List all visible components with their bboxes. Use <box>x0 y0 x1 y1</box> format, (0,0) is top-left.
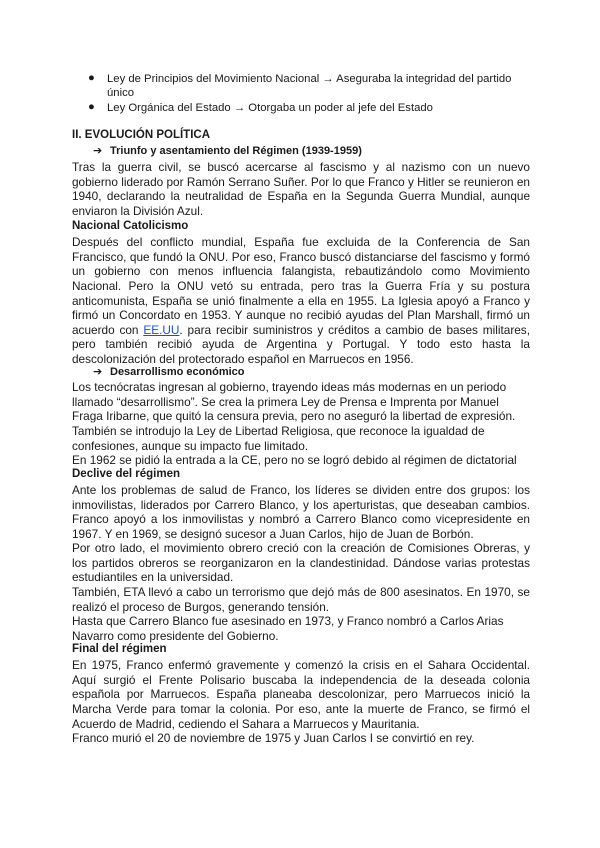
paragraph-nacional-catolicismo <box>72 235 530 367</box>
paragraph-eta: También, ETA llevó a cabo un terrorismo que dejó más de 800 asesinatos. En 1970, se realizó el proceso de Burgos, generando tensión. <box>72 585 530 614</box>
paragraph-declive: Ante los problemas de salud de Franco, los líderes se dividen entre dos grupos: los inmovilistas, liderados por Carrero Blanco, y los aperturistas, que deseaban cambios. Franco apoyó a los inmovilistas y nombró a Carrero Blanco como vicepresidente en 1967. Y en 1969, se designó sucesor a Juan Carlos, hijo de Juan de Borbón. <box>72 483 530 541</box>
p2-text-after: . para recibir suministros y créditos a cambio de bases militares, pero también recibió ayuda de Argentina y Portugal. Y todo esto hasta la descolonización del protectorado español en Marruecos en 1956. <box>72 322 530 366</box>
subsection-desarrollismo-title: Desarrollismo económico <box>110 366 245 378</box>
bullet-dot-2: ● <box>88 101 95 113</box>
p2-text-before: Después del conflicto mundial, España fue excluida de la Conferencia de San Francisco, que fundó la ONU. Por eso, Franco buscó distanciarse del fascismo y formó un gobierno con menos influencia falangista, rebautizándolo como Movimiento Nacional. Pero la ONU vetó su entrada, pero tras la Guerra Fría y su postura anticomunista, España se unió finalmente a ella en 1955. La Iglesia apoyó a Franco y firmó un Concordato en 1953. Y aunque no recibió ayudas del Plan Marshall, firmó un acuerdo con <box>72 235 530 337</box>
heading-final: Final del régimen <box>72 643 167 655</box>
subsection-desarrollismo <box>93 365 245 378</box>
paragraph-desarrollismo: Los tecnócratas ingresan al gobierno, trayendo ideas más modernas en un periodo llamado “desarrollismo”. Se crea la primera Ley de Prensa e Imprenta por Manuel Fraga Iribarne, que quitó la censura previa, pero no aseguró la libertad de expresión. También se introdujo la Ley de Libertad Religiosa, que reconoce la igualdad de confesiones, aunque su impacto fue limitado. <box>72 380 516 453</box>
heading-nacional-catolicismo: Nacional Catolicismo <box>72 220 189 232</box>
paragraph-muerte-franco: Franco murió el 20 de noviembre de 1975 y Juan Carlos I se convirtió en rey. <box>72 731 475 745</box>
bullet-1-line1: Ley de Principios del Movimiento Nacional → Aseguraba la integridad del partido <box>107 73 512 85</box>
bullet-dot-1: ● <box>88 72 95 84</box>
subsection-triunfo-title: Triunfo y asentamiento del Régimen (1939-1959) <box>110 145 362 157</box>
heading-declive: Declive del régimen <box>72 468 181 480</box>
subsection-triunfo <box>93 144 362 157</box>
paragraph-ce: En 1962 se pidió la entrada a la CE, pero no se logró debido al régimen de dictatorial <box>72 453 517 467</box>
arrow-icon: ➔ <box>93 145 103 157</box>
bullet-2-text: Ley Orgánica del Estado → Otorgaba un poder al jefe del Estado <box>107 102 433 114</box>
eeuu-link[interactable]: EE.UU <box>143 322 180 337</box>
paragraph-guerra-civil: Tras la guerra civil, se buscó acercarse al fascismo y al nazismo con un nuevo gobierno liderado por Ramón Serrano Suñer. Por lo que Franco y Hitler se reunieron en 1940, declarando la neutralidad de España en la Segunda Guerra Mundial, aunque enviaron la División Azul. <box>72 160 530 218</box>
paragraph-final: En 1975, Franco enfermó gravemente y comenzó la crisis en el Sahara Occidental. Aquí surgió el Frente Polisario buscaba la independencia de la deseada colonia española por Marruecos. España planeaba descolonizar, pero Marruecos inició la Marcha Verde para tomar la colonia. Por eso, ante la muerte de Franco, se firmó el Acuerdo de Madrid, cediendo el Sahara a Marruecos y Mauritania. <box>72 658 530 731</box>
paragraph-movimiento-obrero: Por otro lado, el movimiento obrero creció con la creación de Comisiones Obreras, y los partidos obreros se reorganizaron en la clandestinidad. Dándose varias protestas estudiantiles en la universidad. <box>72 541 530 585</box>
paragraph-carrero-blanco: Hasta que Carrero Blanco fue asesinado en 1973, y Franco nombró a Carlos Arias Navarro como presidente del Gobierno. <box>72 614 504 643</box>
section-title: II. EVOLUCIÓN POLÍTICA <box>72 129 211 141</box>
bullet-1-line2: único <box>107 87 135 99</box>
arrow-icon: ➔ <box>93 366 103 378</box>
